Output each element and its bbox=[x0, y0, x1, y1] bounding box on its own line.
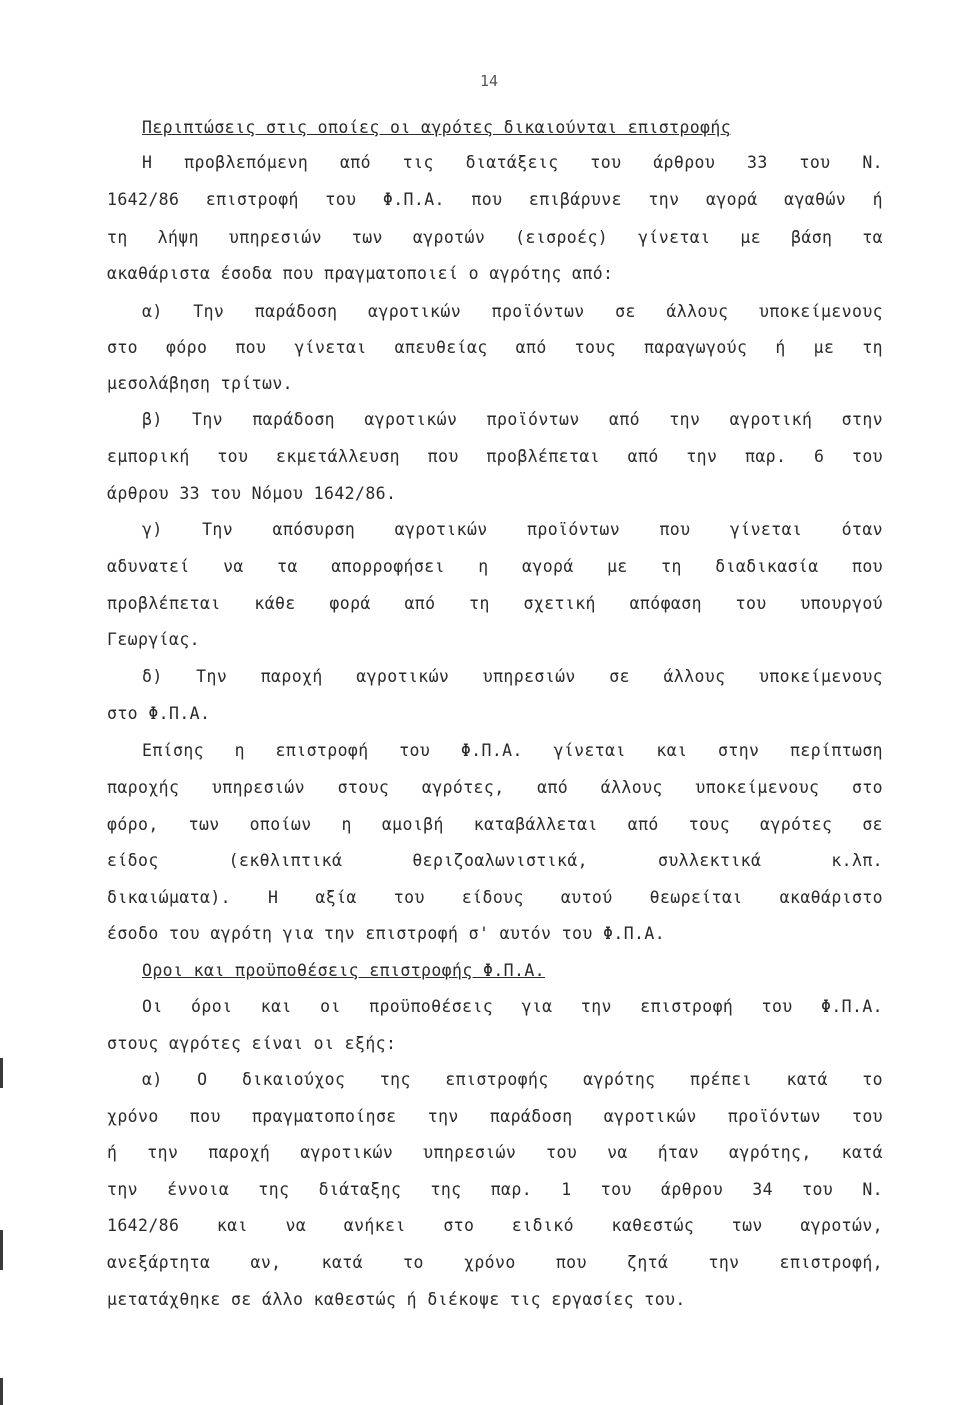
text-line: ανεξάρτητα αν, κατά το χρόνο που ζητά την επιστροφή, bbox=[107, 1253, 883, 1272]
scan-edge-mark bbox=[0, 1230, 3, 1270]
text-line: ή την παροχή αγροτικών υπηρεσιών του να ήταν αγρότης, κατά bbox=[107, 1143, 883, 1162]
text-line: α) Ο δικαιούχος της επιστροφής αγρότης πρέπει κατά το bbox=[142, 1070, 883, 1089]
text-line: δ) Την παροχή αγροτικών υπηρεσιών σε άλλους υποκείμενους bbox=[142, 667, 883, 686]
text-line: παροχής υπηρεσιών στους αγρότες, από άλλους υποκείμενους στο bbox=[107, 778, 883, 797]
section-heading: Οροι και προϋποθέσεις επιστροφής Φ.Π.Α. bbox=[142, 961, 546, 980]
scan-edge-mark bbox=[0, 1058, 3, 1088]
text-line: στους αγρότες είναι οι εξής: bbox=[107, 1034, 397, 1053]
text-line: στο φόρο που γίνεται απευθείας από τους παραγωγούς ή με τη bbox=[107, 338, 883, 357]
text-line: ακαθάριστα έσοδα που πραγματοποιεί ο αγρότης από: bbox=[107, 264, 614, 283]
text-line: δικαιώματα). Η αξία του είδους αυτού θεωρείται ακαθάριστο bbox=[107, 888, 883, 907]
text-line: 1642/86 επιστροφή του Φ.Π.Α. που επιβάρυνε την αγορά αγαθών ή bbox=[107, 190, 883, 209]
text-line: Επίσης η επιστροφή του Φ.Π.Α. γίνεται και στην περίπτωση bbox=[142, 741, 883, 760]
page-number: 14 bbox=[480, 72, 499, 90]
scan-edge-mark bbox=[0, 1378, 3, 1405]
text-line: αδυνατεί να τα απορροφήσει η αγορά με τη διαδικασία που bbox=[107, 557, 883, 576]
text-line: άρθρου 33 του Νόμου 1642/86. bbox=[107, 484, 397, 503]
text-line: προβλέπεται κάθε φορά από τη σχετική απόφαση του υπουργού bbox=[107, 594, 883, 613]
text-line: την έννοια της διάταξης της παρ. 1 του άρθρου 34 του Ν. bbox=[107, 1180, 883, 1199]
text-line: μεσολάβηση τρίτων. bbox=[107, 374, 294, 393]
text-line: μετατάχθηκε σε άλλο καθεστώς ή διέκοψε τις εργασίες του. bbox=[107, 1290, 686, 1309]
text-line: έσοδο του αγρότη για την επιστροφή σ' αυτόν του Φ.Π.Α. bbox=[107, 924, 666, 943]
text-line: στο Φ.Π.Α. bbox=[107, 704, 211, 723]
text-line: β) Την παράδοση αγροτικών προϊόντων από την αγροτική στην bbox=[142, 410, 883, 429]
text-line: είδος (εκθλιπτικά θεριζοαλωνιστικά, συλλεκτικά κ.λπ. bbox=[107, 851, 883, 870]
text-line: Η προβλεπόμενη από τις διατάξεις του άρθρου 33 του Ν. bbox=[142, 153, 883, 172]
text-line: φόρο, των οποίων η αμοιβή καταβάλλεται από τους αγρότες σε bbox=[107, 815, 883, 834]
section-heading: Περιπτώσεις στις οποίες οι αγρότες δικαιούνται επιστροφής bbox=[142, 118, 732, 137]
text-line: α) Την παράδοση αγροτικών προϊόντων σε άλλους υποκείμενους bbox=[142, 302, 883, 321]
text-line: Οι όροι και οι προϋποθέσεις για την επιστροφή του Φ.Π.Α. bbox=[142, 997, 883, 1016]
text-line: χρόνο που πραγματοποίησε την παράδοση αγροτικών προϊόντων του bbox=[107, 1107, 883, 1126]
text-line: Γεωργίας. bbox=[107, 630, 201, 649]
text-line: τη λήψη υπηρεσιών των αγροτών (εισροές) γίνεται με βάση τα bbox=[107, 228, 883, 247]
text-line: εμπορική του εκμετάλλευση που προβλέπεται από την παρ. 6 του bbox=[107, 447, 883, 466]
text-line: 1642/86 και να ανήκει στο ειδικό καθεστώς των αγροτών, bbox=[107, 1216, 883, 1235]
text-line: γ) Την απόσυρση αγροτικών προϊόντων που γίνεται όταν bbox=[142, 520, 883, 539]
